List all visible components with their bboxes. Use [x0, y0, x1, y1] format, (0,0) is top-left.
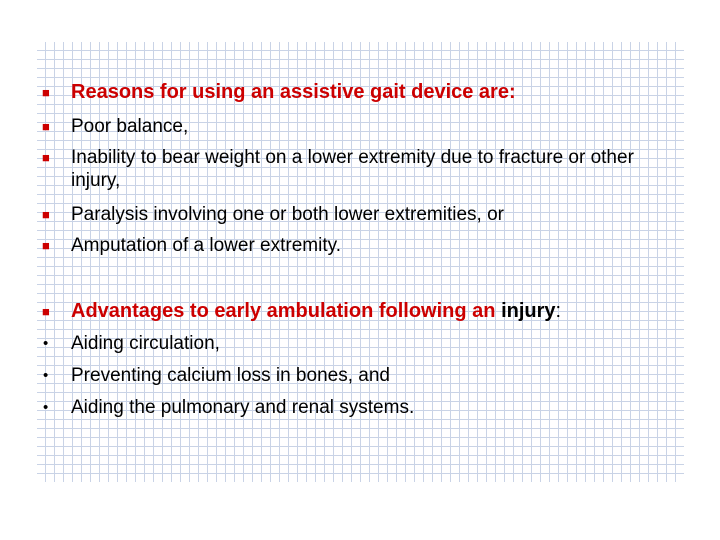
square-bullet-icon: ■: [42, 150, 50, 165]
list-item-text: Inability to bear weight on a lower extremity due to fracture or other injury,: [71, 147, 634, 191]
square-bullet-icon: ■: [42, 119, 50, 134]
section2-heading-colon: :: [555, 300, 562, 322]
dot-bullet-icon: •: [43, 335, 49, 352]
list-item-text: Aiding circulation,: [71, 333, 220, 354]
list-item-text: Amputation of a lower extremity.: [71, 235, 341, 256]
section2-heading: [71, 300, 681, 323]
list-item-text: Aiding the pulmonary and renal systems.: [71, 397, 415, 418]
list-item-text: Poor balance,: [71, 116, 189, 137]
square-bullet-icon: ■: [42, 304, 50, 319]
list-item-text: Paralysis involving one or both lower extremities, or: [71, 204, 504, 225]
section2-heading-main: Advantages to early ambulation following an: [71, 300, 496, 322]
section1-heading: Reasons for using an assistive gait device are:: [71, 81, 516, 103]
section2-heading-word: injury: [501, 300, 556, 322]
square-bullet-icon: ■: [42, 85, 50, 100]
square-bullet-icon: ■: [42, 238, 50, 253]
dot-bullet-icon: •: [43, 367, 49, 384]
list-item-text: Preventing calcium loss in bones, and: [71, 365, 390, 386]
square-bullet-icon: ■: [42, 207, 50, 222]
dot-bullet-icon: •: [43, 399, 49, 416]
